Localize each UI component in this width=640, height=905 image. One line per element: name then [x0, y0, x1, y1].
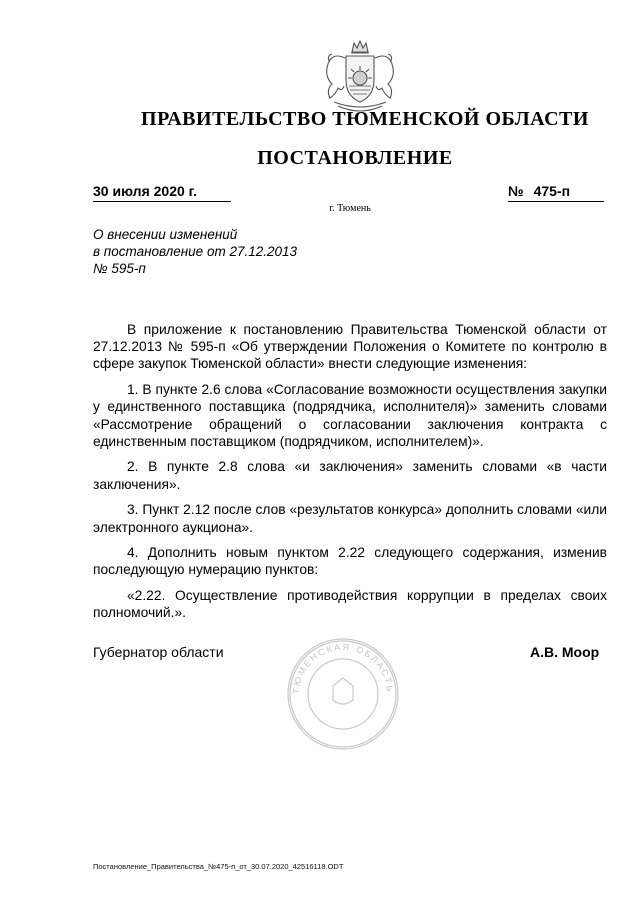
body-paragraph-item-1: 1. В пункте 2.6 слова «Согласование возможности осуществления закупки у единственного поставщика (подрядчика, исполнителя)» заменить словами «Рассмотрение обращений о согласовании заключения контракта с единственным поставщиком (подрядчиком, исполнителем)». — [93, 382, 607, 449]
body-paragraph-intro: В приложение к постановлению Правительства Тюменской области от 27.12.2013 № 595-п «Об утверждении Положения о Комитете по контролю в сфере закупок Тюменской области» внести следующие изменения: — [93, 322, 607, 372]
government-title: ПРАВИТЕЛЬСТВО ТЮМЕНСКОЙ ОБЛАСТИ — [141, 108, 589, 130]
body-paragraph-item-4: 4. Дополнить новым пунктом 2.22 следующего содержания, изменив последующую нумерацию пунктов: — [93, 545, 607, 578]
official-stamp — [285, 636, 401, 752]
body-paragraph-item-3: 3. Пункт 2.12 после слов «результатов конкурса» дополнить словами «или электронного аукциона». — [93, 502, 607, 535]
signatory-name: А.В. Моор — [530, 644, 600, 660]
document-type-title: ПОСТАНОВЛЕНИЕ — [257, 147, 453, 169]
signatory-role: Губернатор области — [93, 644, 224, 660]
svg-text:ТЮМЕНСКАЯ ОБЛАСТЬ — [291, 642, 395, 694]
document-number: 475-п — [533, 183, 571, 199]
document-body — [93, 321, 607, 630]
body-paragraph-item-2: 2. В пункте 2.8 слова «и заключения» заменить словами «в части заключения». — [93, 459, 607, 492]
number-sign: № — [508, 183, 524, 199]
document-number-field — [508, 183, 604, 202]
file-name-footer: Постановление_Правительства_№475-п_от_30.07.2020_42516118.ODT — [93, 862, 344, 871]
body-paragraph-quote: «2.22. Осуществление противодействия коррупции в пределах своих полномочий.». — [93, 588, 607, 621]
city-label: г. Тюмень — [329, 203, 371, 214]
stamp-text: ТЮМЕНСКАЯ ОБЛАСТЬ — [290, 641, 396, 695]
document-subject: О внесении изменений в постановление от 27.12.2013 № 595-п — [93, 227, 298, 276]
document-date: 30 июля 2020 г. — [93, 183, 231, 202]
coat-of-arms-emblem — [318, 38, 402, 114]
